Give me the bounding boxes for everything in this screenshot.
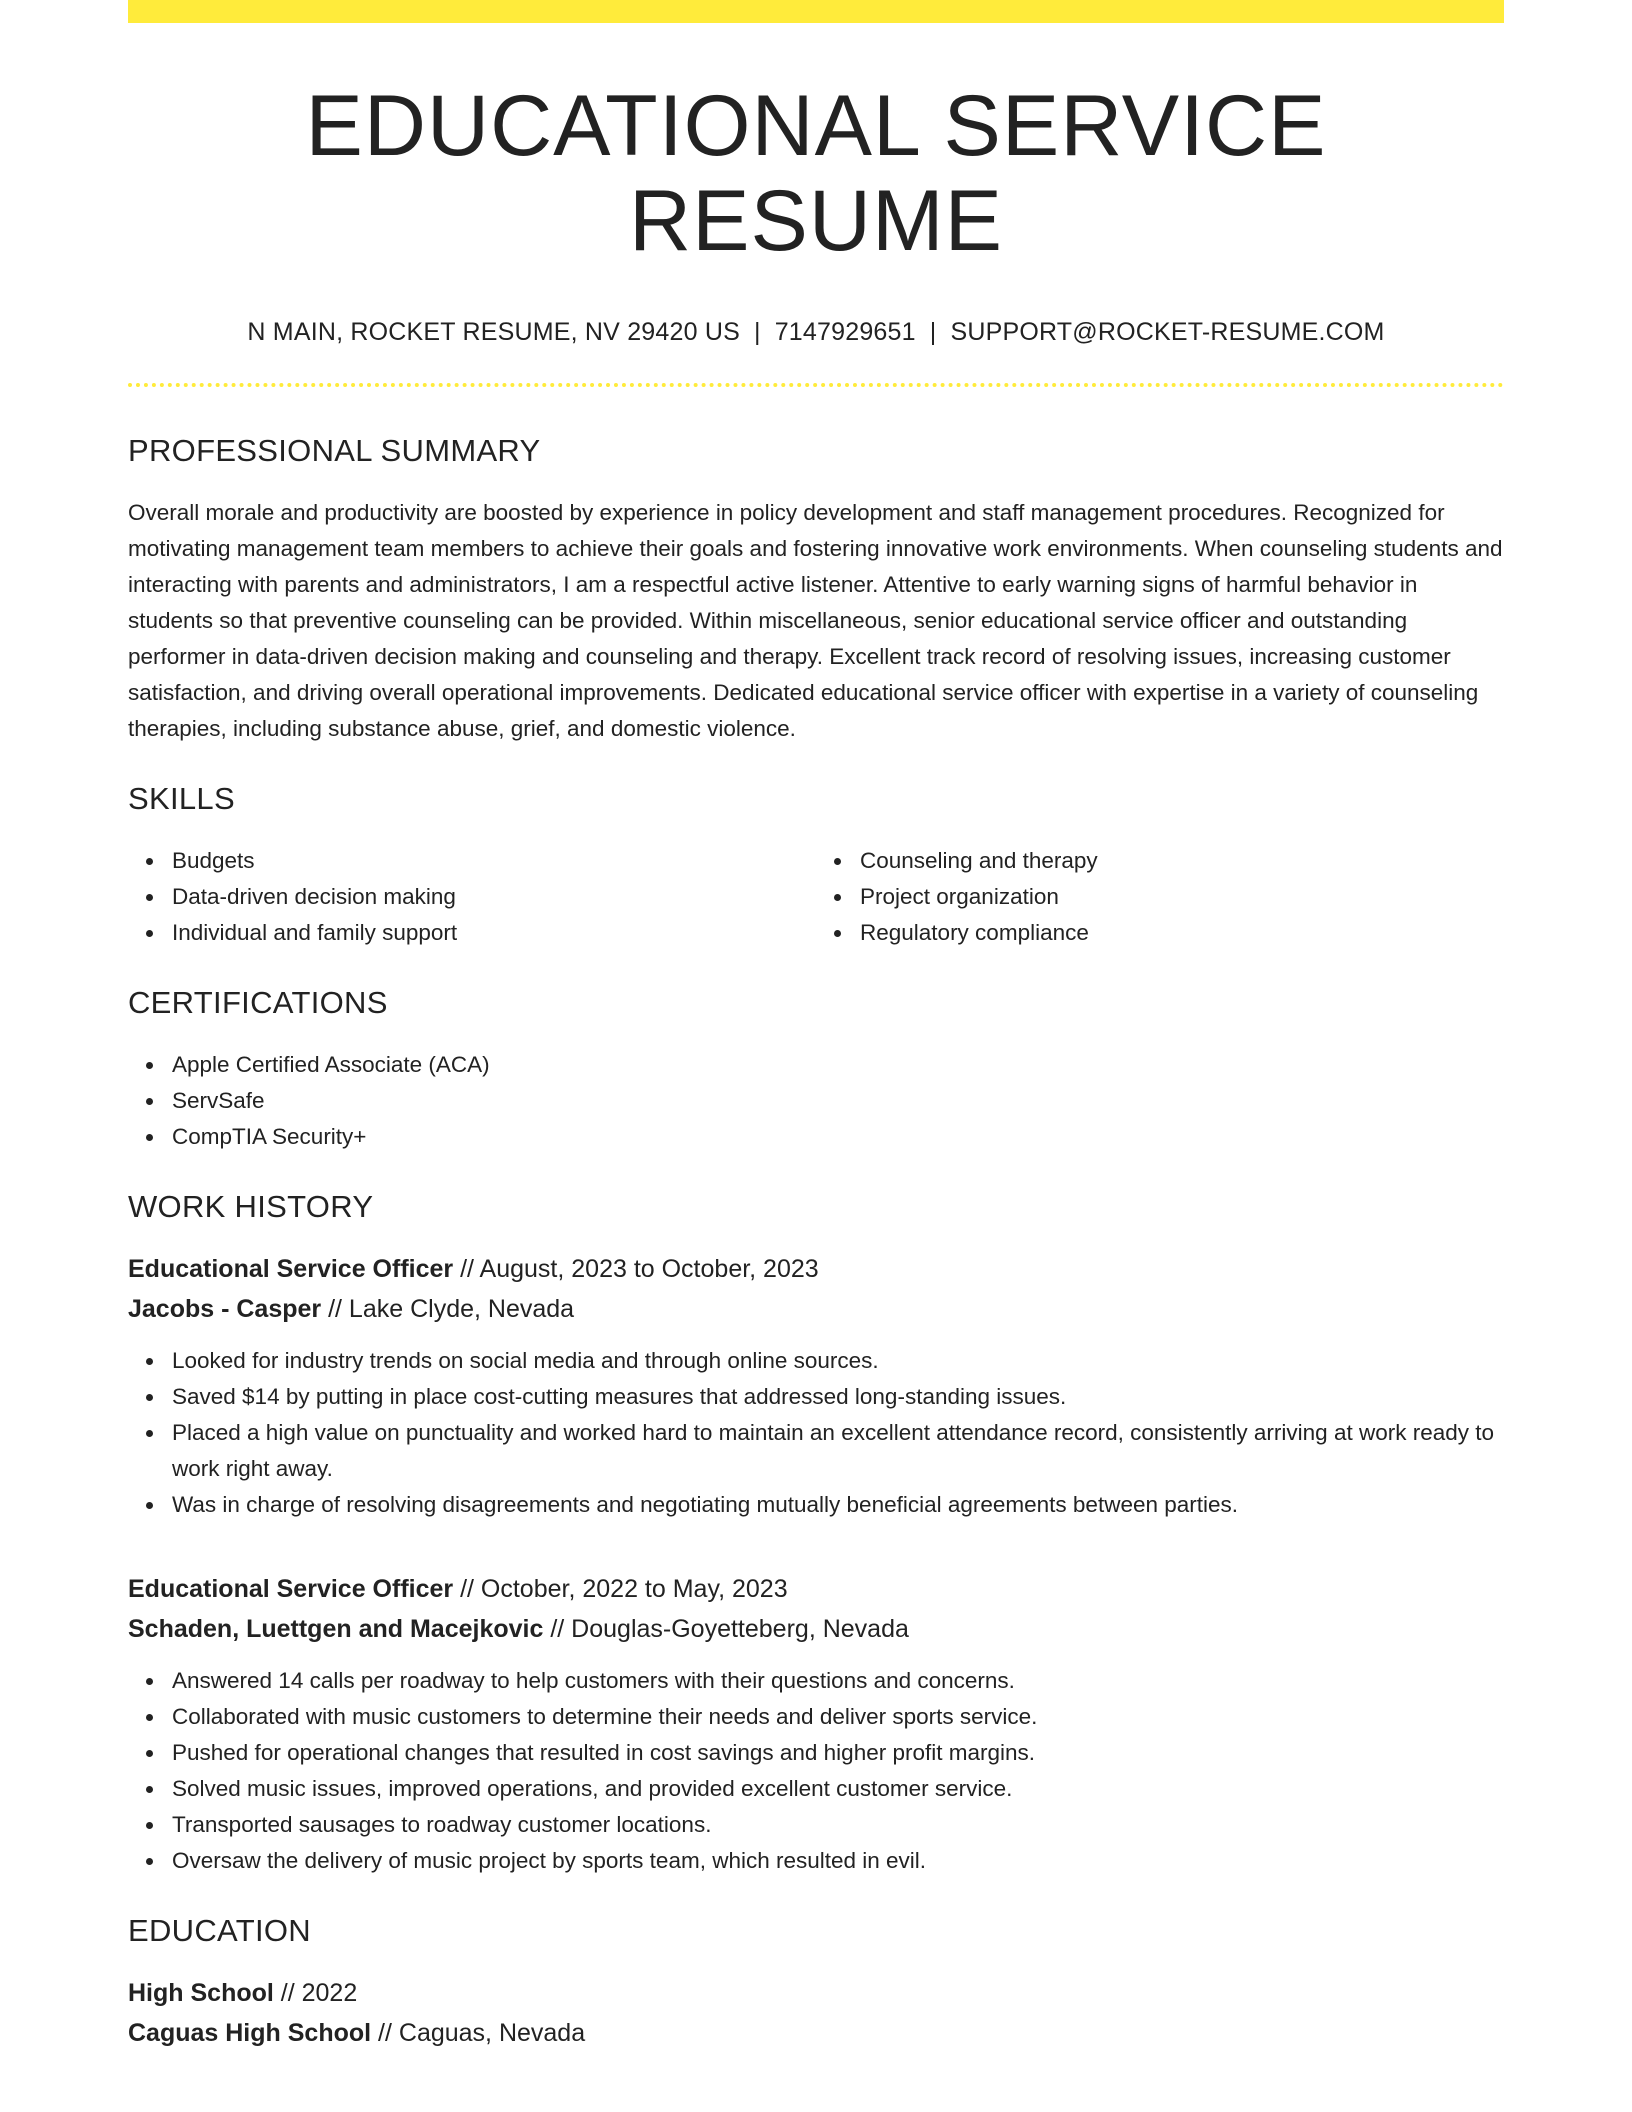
summary-text: Overall morale and productivity are boosted by experience in policy development and staff management procedures. Recognized for motivating management team members to achieve their goals and fostering innovative work environments. When counseling students and interacting with parents and administrators, I am a respectful active listener. Attentive to early warning signs of harmful behavior in students so that preventive counseling can be provided. Within miscellaneous, senior educational service officer and outstanding performer in data-driven decision making and counseling and therapy. Excellent track record of resolving issues, increasing customer satisfaction, and driving overall operational improvements. Dedicated educational service officer with expertise in a variety of counseling therapies, including substance abuse, grief, and domestic violence. — [128, 500, 1503, 742]
job-bullets — [128, 1343, 1504, 1523]
skill-item: Data-driven decision making — [172, 879, 816, 915]
job-bullet: Solved music issues, improved operations, and provided excellent customer service. — [172, 1771, 1504, 1807]
job-bullet: Looked for industry trends on social media and through online sources. — [172, 1343, 1504, 1379]
skills-list-right — [816, 843, 1504, 951]
summary-heading: PROFESSIONAL SUMMARY — [128, 433, 541, 469]
education-degree: High School — [128, 1979, 274, 2008]
skill-item: Regulatory compliance — [860, 915, 1504, 951]
job-entry — [128, 1249, 1504, 1523]
certifications-list — [128, 1047, 1504, 1155]
contact-address: N MAIN, ROCKET RESUME, NV 29420 US — [247, 318, 740, 347]
job-role: Educational Service Officer — [128, 1255, 454, 1284]
contact-email: SUPPORT@ROCKET-RESUME.COM — [950, 318, 1385, 347]
resume-page — [128, 0, 1504, 2053]
job-dates: // August, 2023 to October, 2023 — [460, 1255, 819, 1284]
certification-item: ServSafe — [172, 1083, 1504, 1119]
education-location: // Caguas, Nevada — [378, 2019, 586, 2048]
job-company-line — [128, 1609, 1504, 1649]
skills-list-left — [128, 843, 816, 951]
job-role-line — [128, 1569, 1504, 1609]
education-school: Caguas High School — [128, 2019, 372, 2048]
job-bullets — [128, 1663, 1504, 1879]
job-bullet: Pushed for operational changes that resulted in cost savings and higher profit margins. — [172, 1735, 1504, 1771]
job-bullet: Oversaw the delivery of music project by sports team, which resulted in evil. — [172, 1843, 1504, 1879]
skills-grid — [128, 843, 1504, 951]
job-role-line — [128, 1249, 1504, 1289]
job-location: // Douglas-Goyetteberg, Nevada — [550, 1615, 909, 1644]
job-bullet: Saved $14 by putting in place cost-cutting measures that addressed long-standing issues. — [172, 1379, 1504, 1415]
job-location: // Lake Clyde, Nevada — [328, 1295, 575, 1324]
job-entry — [128, 1569, 1504, 1879]
contact-phone: 7147929651 — [774, 318, 916, 347]
job-bullet: Transported sausages to roadway customer locations. — [172, 1807, 1504, 1843]
contact-line — [128, 318, 1504, 347]
education-degree-line — [128, 1973, 1504, 2013]
job-company: Schaden, Luettgen and Macejkovic — [128, 1615, 544, 1644]
job-bullet: Answered 14 calls per roadway to help customers with their questions and concerns. — [172, 1663, 1504, 1699]
job-role: Educational Service Officer — [128, 1575, 454, 1604]
skill-item: Counseling and therapy — [860, 843, 1504, 879]
work-history-heading: WORK HISTORY — [128, 1189, 374, 1225]
job-company: Jacobs - Casper — [128, 1295, 322, 1324]
certification-item: CompTIA Security+ — [172, 1119, 1504, 1155]
certification-item: Apple Certified Associate (ACA) — [172, 1047, 1504, 1083]
job-dates: // October, 2022 to May, 2023 — [460, 1575, 788, 1604]
skill-item: Individual and family support — [172, 915, 816, 951]
education-school-line — [128, 2013, 1504, 2053]
skill-item: Budgets — [172, 843, 816, 879]
education-heading: EDUCATION — [128, 1913, 311, 1949]
education-year: // 2022 — [280, 1979, 358, 2008]
contact-separator: | — [754, 318, 761, 347]
education-entry — [128, 1973, 1504, 2053]
skill-item: Project organization — [860, 879, 1504, 915]
certifications-heading: CERTIFICATIONS — [128, 985, 388, 1021]
job-bullet: Placed a high value on punctuality and worked hard to maintain an excellent attendance record, consistently arriving at work ready to work right away. — [172, 1415, 1504, 1487]
resume-title: EDUCATIONAL SERVICE RESUME — [305, 78, 1327, 269]
top-accent-bar — [128, 0, 1504, 23]
job-company-line — [128, 1289, 1504, 1329]
job-bullet: Was in charge of resolving disagreements and negotiating mutually beneficial agreements between parties. — [172, 1487, 1504, 1523]
dotted-divider — [128, 383, 1504, 387]
job-bullet: Collaborated with music customers to determine their needs and deliver sports service. — [172, 1699, 1504, 1735]
contact-separator: | — [929, 318, 937, 347]
skills-heading: SKILLS — [128, 781, 235, 817]
